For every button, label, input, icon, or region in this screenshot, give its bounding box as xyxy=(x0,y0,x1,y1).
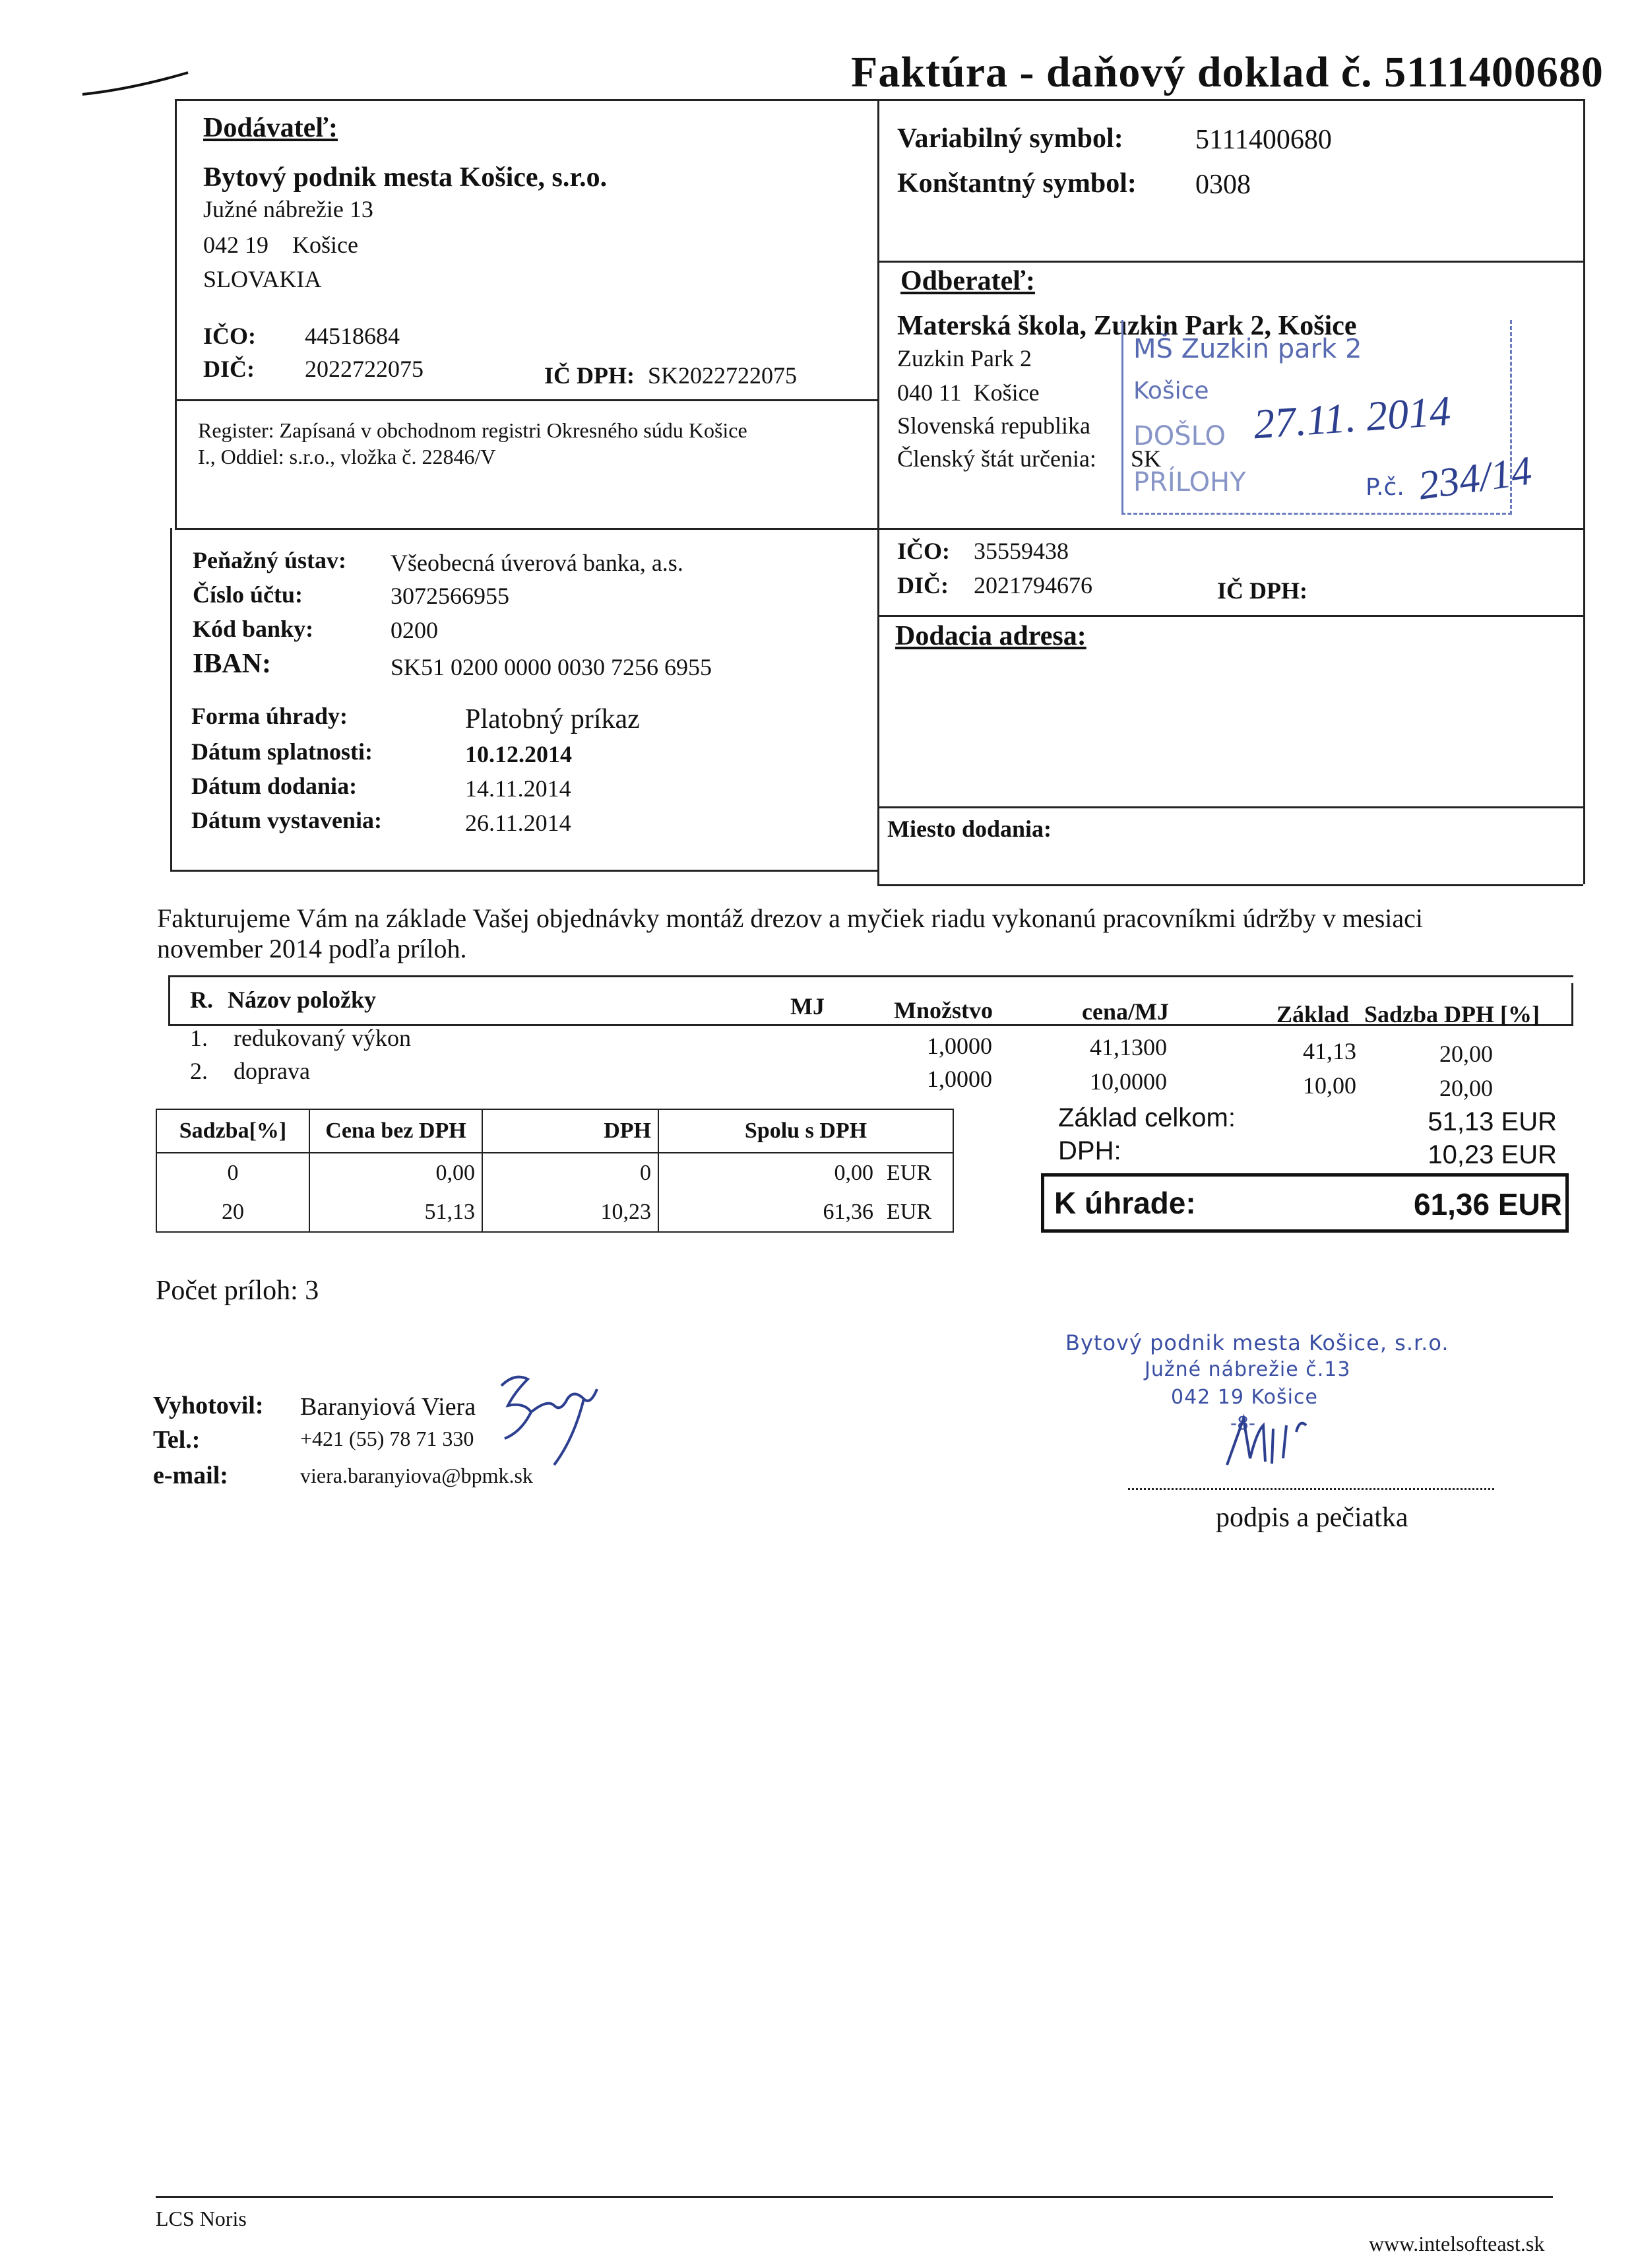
items-header-base: Základ xyxy=(1276,1001,1350,1027)
item-row-2-name: doprava xyxy=(234,1058,310,1084)
email-label: e-mail: xyxy=(153,1462,228,1489)
summary-base-label: Základ celkom: xyxy=(1058,1103,1236,1132)
items-header-unit: MJ xyxy=(790,993,825,1020)
delivery-date: 14.11.2014 xyxy=(465,775,571,802)
amount-due-label: K úhrade: xyxy=(1054,1186,1196,1220)
delivery-address-label: Dodacia adresa: xyxy=(895,621,1086,651)
intro-line1: Fakturujeme Vám na základe Vašej objednávky montáž drezov a myčiek riadu vykonanú pracovníkmi údržby v mesiaci xyxy=(157,903,1424,933)
vat-header-vat: DPH xyxy=(482,1109,658,1153)
supplier-country: SLOVAKIA xyxy=(203,266,322,292)
iban: SK51 0200 0000 0030 7256 6955 xyxy=(391,654,712,680)
received-stamp-line3: DOŠLO xyxy=(1133,421,1226,451)
company-stamp-line1: Bytový podnik mesta Košice, s.r.o. xyxy=(1065,1330,1449,1355)
variable-symbol: 5111400680 xyxy=(1195,125,1332,155)
handwritten-received-number: 234/14 xyxy=(1416,448,1535,509)
vat-row-1-total: 0,00 xyxy=(658,1153,880,1192)
received-stamp-pc: P.č. xyxy=(1366,474,1404,501)
supplier-street: Južné nábrežie 13 xyxy=(203,196,373,222)
item-row-2-no: 2. xyxy=(190,1058,208,1084)
signature-line xyxy=(1128,1488,1494,1490)
intro-line2: november 2014 podľa príloh. xyxy=(157,934,467,963)
footer-left: LCS Noris xyxy=(156,2207,247,2230)
payment-form: Platobný príkaz xyxy=(465,704,640,734)
email: viera.baranyiova@bpmk.sk xyxy=(300,1464,533,1487)
customer-member-state: SK xyxy=(1131,445,1162,472)
vat-row-2-currency: EUR xyxy=(880,1192,953,1232)
vat-table-row xyxy=(156,1153,953,1192)
amount-due: 61,36 EUR xyxy=(1413,1187,1562,1221)
vat-header-net: Cena bez DPH xyxy=(309,1109,482,1153)
company-signature xyxy=(1214,1406,1319,1478)
customer-street: Zuzkin Park 2 xyxy=(897,345,1032,372)
variable-symbol-label: Variabilný symbol: xyxy=(897,123,1123,154)
vat-row-2-total: 61,36 xyxy=(658,1192,880,1232)
company-stamp-line4: -8- xyxy=(1230,1412,1256,1434)
item-row-1-base: 41,13 xyxy=(1303,1038,1356,1064)
summary-base: 51,13 EUR xyxy=(1428,1107,1557,1136)
bank-name: Všeobecná úverová banka, a.s. xyxy=(391,550,683,576)
issue-date: 26.11.2014 xyxy=(465,810,571,836)
delivery-place-label: Miesto dodania: xyxy=(887,816,1052,842)
vat-row-2-net: 51,13 xyxy=(309,1192,482,1232)
constant-symbol: 0308 xyxy=(1195,170,1251,200)
supplier-dic-label: DIČ: xyxy=(203,356,255,382)
iban-label: IBAN: xyxy=(193,649,272,679)
item-row-1-no: 1. xyxy=(190,1025,208,1051)
delivery-date-label: Dátum dodania: xyxy=(191,773,358,799)
items-header-no: R. xyxy=(190,987,213,1013)
customer-icdph-label: IČ DPH: xyxy=(1217,577,1307,604)
footer-rule xyxy=(156,2196,1553,2198)
customer-ico-label: IČO: xyxy=(897,538,950,564)
supplier-icdph: SK2022722075 xyxy=(648,362,798,389)
vat-row-2-rate: 20 xyxy=(156,1192,309,1232)
attachments-count: Počet príloh: 3 xyxy=(156,1276,319,1306)
vat-row-1-currency: EUR xyxy=(880,1153,953,1192)
payment-form-label: Forma úhrady: xyxy=(191,703,348,729)
vat-table-row xyxy=(156,1192,953,1232)
vat-header-rate: Sadzba[%] xyxy=(156,1109,309,1153)
footer-right: www.intelsofteast.sk xyxy=(1369,2232,1545,2255)
account-number: 3072566955 xyxy=(391,583,509,609)
vat-table-header-row xyxy=(156,1109,953,1153)
preparer-signature xyxy=(475,1359,620,1472)
received-stamp-line2: Košice xyxy=(1133,377,1209,405)
customer-heading: Odberateľ: xyxy=(900,266,1035,296)
items-header-name: Názov položky xyxy=(228,987,376,1013)
invoice-title: Faktúra - daňový doklad č. 5111400680 xyxy=(851,48,1604,96)
company-stamp-line3: 042 19 Košice xyxy=(1171,1386,1318,1409)
handwritten-received-date: 27.11. 2014 xyxy=(1251,387,1453,448)
vat-row-1-vat: 0 xyxy=(482,1153,658,1192)
customer-dic-label: DIČ: xyxy=(897,572,949,599)
items-header-qty: Množstvo xyxy=(894,997,993,1023)
bank-label: Peňažný ústav: xyxy=(193,547,346,573)
customer-country: Slovenská republika xyxy=(897,412,1090,439)
vat-row-1-rate: 0 xyxy=(156,1153,309,1192)
supplier-city: 042 19 Košice xyxy=(203,232,358,258)
item-row-2-price: 10,0000 xyxy=(1090,1068,1167,1095)
due-date: 10.12.2014 xyxy=(465,741,572,767)
item-row-2-base: 10,00 xyxy=(1303,1072,1356,1099)
tel: +421 (55) 78 71 330 xyxy=(300,1427,474,1450)
supplier-register-line1: Register: Zapísaná v obchodnom registri Okresného súdu Košice xyxy=(198,418,747,442)
account-label: Číslo účtu: xyxy=(193,581,303,608)
signature-label: podpis a pečiatka xyxy=(1216,1503,1408,1533)
bank-code: 0200 xyxy=(391,617,438,643)
customer-city: 040 11 Košice xyxy=(897,379,1040,406)
pen-stroke-mark xyxy=(79,63,198,102)
company-stamp-line2: Južné nábrežie č.13 xyxy=(1145,1358,1351,1381)
customer-dic: 2021794676 xyxy=(974,572,1092,599)
customer-member-state-label: Členský štát určenia: xyxy=(897,445,1096,472)
item-row-1-name: redukovaný výkon xyxy=(234,1025,411,1051)
supplier-icdph-label: IČ DPH: xyxy=(544,362,635,389)
received-stamp-line4: PRÍLOHY xyxy=(1133,467,1246,498)
item-row-1-price: 41,1300 xyxy=(1090,1034,1167,1060)
items-header-price: cena/MJ xyxy=(1082,998,1169,1025)
prepared-by-label: Vyhotovil: xyxy=(153,1392,264,1419)
supplier-register-line2: I., Oddiel: s.r.o., vložka č. 22846/V xyxy=(198,445,496,469)
vat-recap-table xyxy=(156,1109,954,1233)
item-row-2-qty: 1,0000 xyxy=(927,1066,992,1092)
bank-code-label: Kód banky: xyxy=(193,616,314,642)
tel-label: Tel.: xyxy=(153,1426,201,1454)
vat-row-2-vat: 10,23 xyxy=(482,1192,658,1232)
item-row-1-qty: 1,0000 xyxy=(927,1033,992,1059)
supplier-ico-label: IČO: xyxy=(203,323,256,349)
items-header-rate: Sadzba DPH [%] xyxy=(1364,1001,1540,1027)
due-date-label: Dátum splatnosti: xyxy=(191,738,373,765)
vat-header-total: Spolu s DPH xyxy=(658,1109,953,1153)
item-row-1-rate: 20,00 xyxy=(1439,1041,1493,1067)
summary-vat: 10,23 EUR xyxy=(1428,1140,1557,1169)
supplier-heading: Dodávateľ: xyxy=(203,113,338,143)
supplier-name: Bytový podnik mesta Košice, s.r.o. xyxy=(203,162,608,193)
vat-row-1-net: 0,00 xyxy=(309,1153,482,1192)
customer-name: Materská škola, Zuzkin Park 2, Košice xyxy=(897,311,1357,341)
issue-date-label: Dátum vystavenia: xyxy=(191,807,382,833)
supplier-ico: 44518684 xyxy=(305,323,400,349)
item-row-2-rate: 20,00 xyxy=(1439,1075,1493,1101)
customer-ico: 35559438 xyxy=(974,538,1069,564)
summary-vat-label: DPH: xyxy=(1058,1136,1121,1165)
constant-symbol-label: Konštantný symbol: xyxy=(897,168,1137,199)
received-stamp-line1: MŠ Zuzkin park 2 xyxy=(1133,334,1362,364)
prepared-by: Baranyiová Viera xyxy=(300,1393,476,1421)
supplier-dic: 2022722075 xyxy=(305,356,424,382)
